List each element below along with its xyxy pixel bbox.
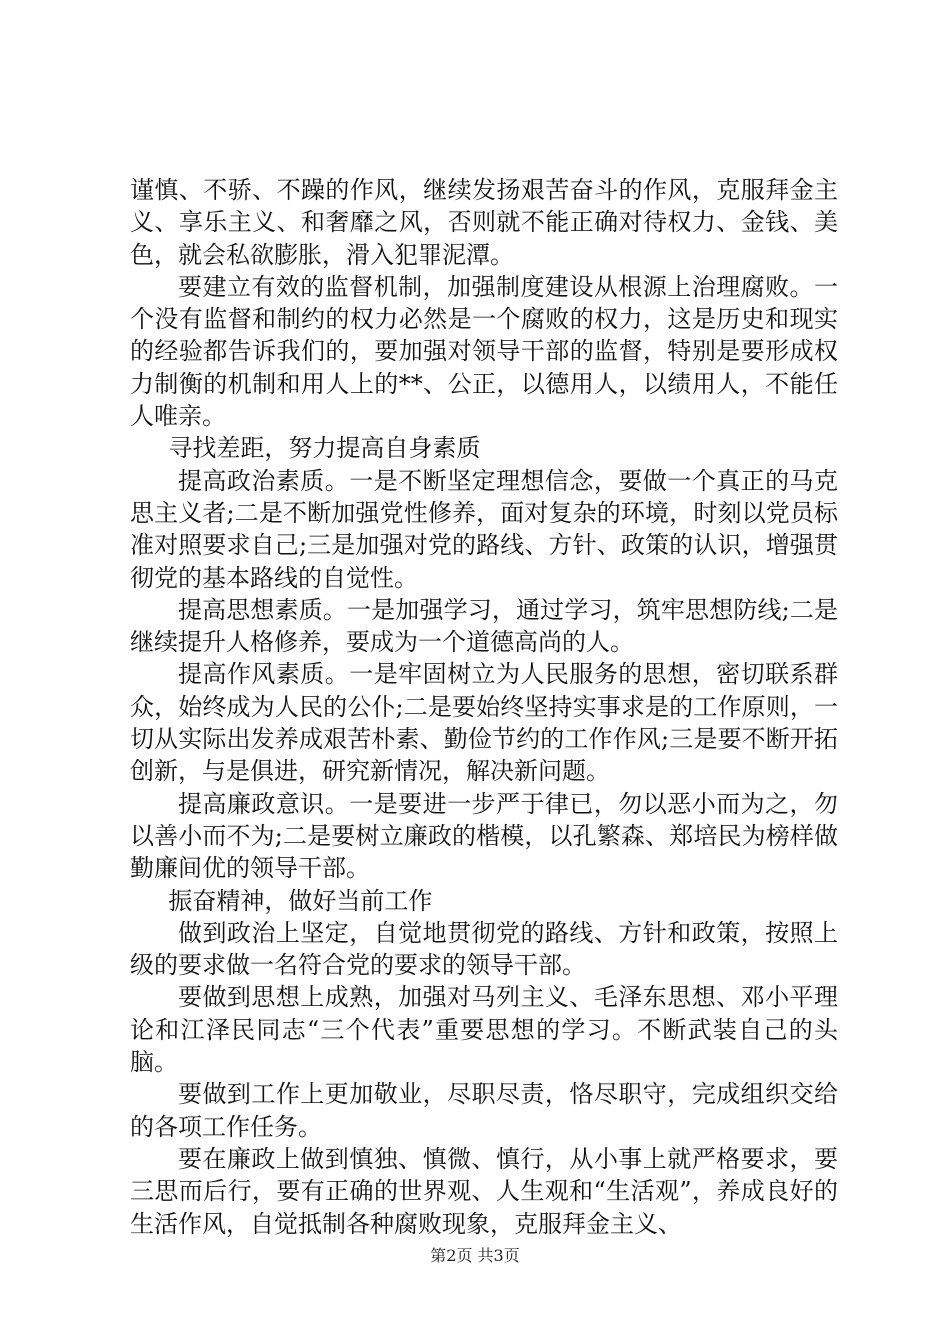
section-heading: 振奋精神，做好当前工作: [168, 886, 433, 915]
paragraph: 做到政治上坚定，自觉地贯彻党的路线、方针和政策，按照上级的要求做一名符合党的要求的领导干部。: [130, 918, 838, 980]
section-heading: 寻找差距，努力提高自身素质: [168, 434, 481, 463]
document-body: [130, 174, 838, 1240]
paragraph: 谨慎、不骄、不躁的作风，继续发扬艰苦奋斗的作风，克服拜金主义、享乐主义、和奢靡之风，否则就不能正确对待权力、金钱、美色，就会私欲膨胀，滑入犯罪泥潭。: [130, 176, 838, 269]
paragraph: 提高作风素质。一是牢固树立为人民服务的思想，密切联系群众，始终成为人民的公仆;二是要始终坚持实事求是的工作原则，一切从实际出发养成艰苦朴素、勤俭节约的工作作风;三是要不断开拓创新，与是俱进，研究新情况，解决新问题。: [130, 660, 838, 786]
paragraph: 提高政治素质。一是不断坚定理想信念，要做一个真正的马克思主义者;二是不断加强党性修养，面对复杂的环境，时刻以党员标准对照要求自己;三是加强对党的路线、方针、政策的认识，增强贯彻党的基本路线的自觉性。: [130, 466, 838, 592]
page-footer: 第2页 共3页: [430, 1246, 520, 1265]
paragraph: 要在廉政上做到慎独、慎微、慎行，从小事上就严格要求，要三思而后行，要有正确的世界观、人生观和“生活观”，养成良好的生活作风，自觉抵制各种腐败现象，克服拜金主义、: [130, 1144, 838, 1238]
paragraph: 要做到工作上更加敬业，尽职尽责，恪尽职守，完成组织交给的各项工作任务。: [130, 1080, 838, 1141]
paragraph: 要建立有效的监督机制，加强制度建设从根源上治理腐败。一个没有监督和制约的权力必然是一个腐败的权力，这是历史和现实的经验都告诉我们的，要加强对领导干部的监督，特别是要形成权力制衡的机制和用人上的**、公正，以德用人，以绩用人，不能任人唯亲。: [130, 272, 838, 431]
paragraph: 提高思想素质。一是加强学习，通过学习，筑牢思想防线;二是继续提升人格修养，要成为一个道德高尚的人。: [130, 595, 838, 657]
paragraph: 要做到思想上成熟，加强对马列主义、毛泽东思想、邓小平理论和江泽民同志“三个代表”重要思想的学习。不断武装自己的头脑。: [130, 983, 838, 1077]
paragraph: 提高廉政意识。一是要进一步严于律已，勿以恶小而为之，勿以善小而不为;二是要树立廉政的楷模，以孔繁森、郑培民为榜样做勤廉间优的领导干部。: [130, 789, 838, 883]
